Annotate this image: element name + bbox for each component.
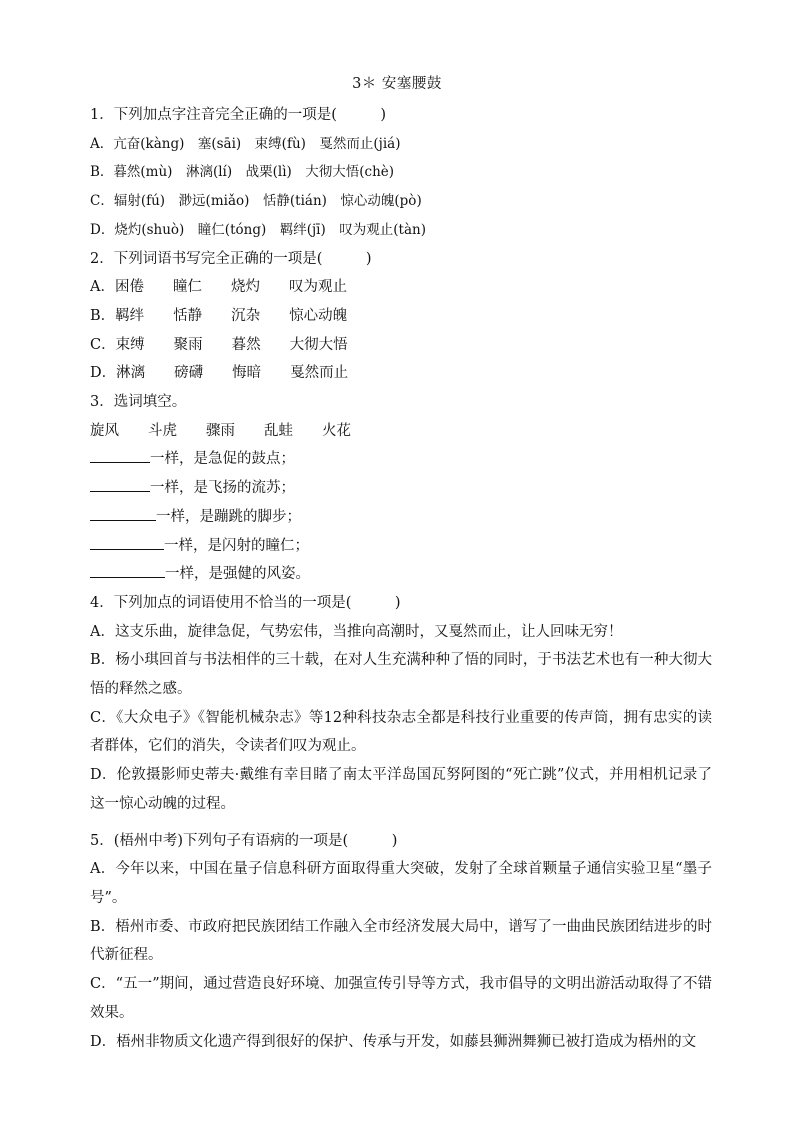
fill-text: 一样，是飞扬的流苏； xyxy=(150,480,295,497)
question-4-option-a: A．这支乐曲，旋律急促，气势宏伟，当推向高潮时，又戛然而止，让人回味无穷！ xyxy=(90,623,623,640)
question-4-option-c: C．《大众电子》《智能机械杂志》等12种科技杂志全都是科技行业重要的传声筒，拥有忠实的读者群体，它们的消失，令读者们叹为观止。 xyxy=(90,709,712,755)
question-1-option-b: B．暮然(mù) 淋漓(lí) 战栗(lì) 大彻大悟(chè) xyxy=(90,164,395,181)
fill-text: 一样，是强健的风姿。 xyxy=(165,566,310,583)
question-3-fill-1 xyxy=(90,445,712,474)
question-5-option-b: B．梧州市委、市政府把民族团结工作融入全市经济发展大局中，谱写了一曲曲民族团结进步的时代新征程。 xyxy=(90,918,712,964)
answer-blank[interactable] xyxy=(90,504,156,521)
question-4-stem: 4．下列加点的词语使用不恰当的一项是( ) xyxy=(90,594,401,611)
question-2-option-b: B．羁绊 恬静 沉杂 惊心动魄 xyxy=(90,307,348,324)
question-4-option-b: B．杨小琪回首与书法相伴的三十载，在对人生充满种种了悟的同时，于书法艺术也有一种大彻大悟的释然之感。 xyxy=(90,652,712,698)
question-5-stem: 5．(梧州中考)下列句子有语病的一项是( ) xyxy=(90,832,398,849)
question-3-fill-3 xyxy=(90,503,712,532)
question-2-option-d: D．淋漓 磅礴 悔暗 戛然而止 xyxy=(90,365,349,382)
question-2-option-c: C．束缚 聚雨 暮然 大彻大悟 xyxy=(90,336,348,353)
question-5-option-a: A．今年以来，中国在量子信息科研方面取得重大突破，发射了全球首颗量子通信实验卫星“墨子号”。 xyxy=(90,861,712,906)
fill-text: 一样，是蹦跳的脚步； xyxy=(156,508,301,525)
question-3-word-bank: 旋风 斗虎 骤雨 乱蛙 火花 xyxy=(90,422,351,439)
answer-blank[interactable] xyxy=(90,475,150,492)
fill-text: 一样，是闪射的瞳仁； xyxy=(164,537,309,554)
question-1-option-a: A．亢奋(kàng) 塞(sāi) 束缚(fù) 戛然而止(jiá) xyxy=(90,135,401,152)
question-3-fill-4 xyxy=(90,532,712,561)
page-title: 3＊ 安塞腰鼓 xyxy=(352,76,442,92)
question-1-option-d: D．烧灼(shuò) 瞳仁(tóng) 羁绊(jī) 叹为观止(tàn) xyxy=(90,221,426,238)
question-1-stem: 1．下列加点字注音完全正确的一项是( ) xyxy=(90,107,387,123)
fill-text: 一样，是急促的鼓点； xyxy=(150,451,295,468)
question-5-option-d: D．梧州非物质文化遗产得到很好的保护、传承与开发，如藤县狮洲舞狮已被打造成为梧州的文 xyxy=(90,1033,697,1050)
question-list xyxy=(90,101,712,1056)
question-5-option-c: C．“五一”期间，通过营造良好环境、加强宣传引导等方式，我市倡导的文明出游活动取得了不错效果。 xyxy=(90,976,712,1021)
answer-blank[interactable] xyxy=(90,561,165,578)
question-3-fill-2 xyxy=(90,474,712,503)
question-2-option-a: A．困倦 瞳仁 烧灼 叹为观止 xyxy=(90,279,347,296)
question-3-fill-5 xyxy=(90,560,712,589)
question-3-stem: 3．选词填空。 xyxy=(90,394,187,411)
question-1-option-c: C．辐射(fú) 渺远(miǎo) 恬静(tián) 惊心动魄(pò) xyxy=(90,193,422,210)
answer-blank[interactable] xyxy=(90,533,164,550)
answer-blank[interactable] xyxy=(90,446,150,463)
question-4-option-d: D．伦敦摄影师史蒂夫·戴维有幸目睹了南太平洋岛国瓦努阿图的“死亡跳”仪式，并用相机记录了这一惊心动魄的过程。 xyxy=(90,767,712,812)
question-2-stem: 2．下列词语书写完全正确的一项是( ) xyxy=(90,250,372,267)
